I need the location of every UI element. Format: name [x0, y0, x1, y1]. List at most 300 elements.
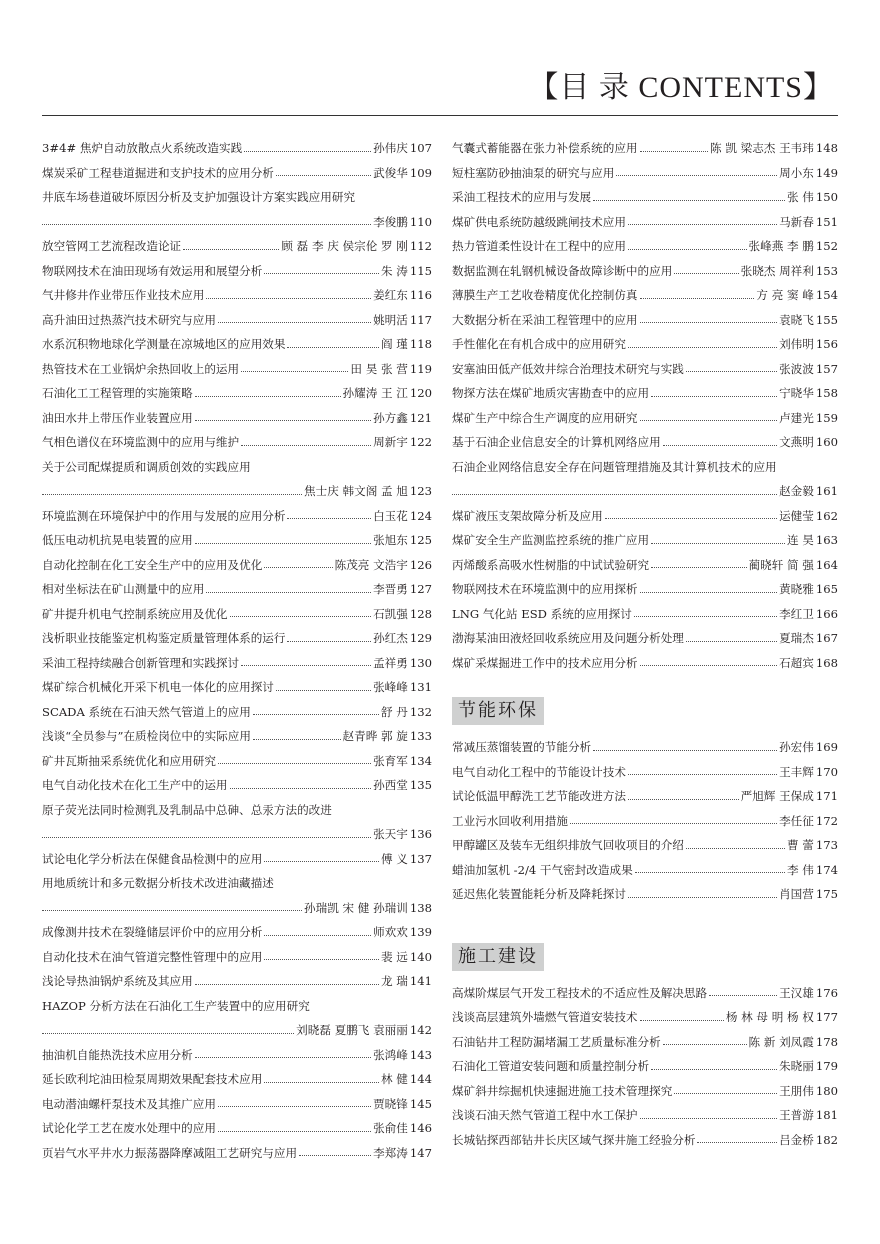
entry-page: 161	[815, 484, 838, 498]
entry-title: 电动潜油螺杆泵技术及其推广应用	[42, 1096, 216, 1111]
entry-title: 煤矿采煤掘进工作中的技术应用分析	[452, 655, 638, 670]
entry-author: 周小东	[779, 165, 814, 180]
entry-title: SCADA 系统在石油天然气管道上的应用	[42, 704, 251, 719]
toc-entry[interactable]	[42, 920, 432, 945]
entry-page: 167	[815, 631, 838, 645]
entry-author: 王普游	[779, 1108, 814, 1122]
entry-title: 煤矿斜井综掘机快速掘进施工技术管理探究	[452, 1083, 673, 1098]
toc-entry[interactable]	[452, 1005, 838, 1030]
entry-title: 成像测井技术在裂缝储层评价中的应用分析	[42, 925, 263, 939]
toc-entry[interactable]	[452, 858, 838, 883]
dot-leader	[635, 872, 785, 873]
toc-entry[interactable]	[452, 504, 838, 529]
toc-entry[interactable]	[42, 945, 432, 970]
entry-title: 低压电动机抗晃电装置的应用	[42, 533, 193, 547]
entry-title: 气囊式蓄能器在张力补偿系统的应用	[452, 141, 638, 155]
entry-author: 李郑涛	[373, 1145, 408, 1160]
dot-leader	[628, 774, 777, 775]
toc-entry[interactable]	[452, 577, 838, 602]
entry-author: 武俊华	[373, 165, 408, 180]
entry-title: 渤海某油田液烃回收系统应用及问题分析处理	[452, 631, 684, 645]
toc-entry[interactable]	[42, 1116, 432, 1141]
dot-leader	[709, 995, 777, 996]
dot-leader	[276, 175, 371, 176]
toc-energy-list	[452, 735, 838, 907]
section-heading-energy: 节能环保	[452, 697, 544, 725]
toc-entry[interactable]	[42, 161, 432, 186]
entry-author: 贾晓锋	[373, 1096, 408, 1111]
toc-entry[interactable]	[42, 406, 432, 431]
toc-entry[interactable]	[42, 1067, 432, 1092]
entry-page: 155	[815, 312, 838, 327]
entry-author: 裴 远	[380, 949, 408, 964]
dot-leader	[42, 224, 371, 225]
entry-title: 工业污水回收利用措施	[452, 813, 568, 828]
entry-page: 127	[409, 582, 432, 596]
toc-left-column	[42, 136, 432, 1165]
entry-author: 李俊鹏	[373, 214, 408, 229]
dot-leader	[42, 910, 302, 911]
entry-title: 数据监测在轧钢机械设备故障诊断中的应用	[452, 263, 673, 278]
toc-entry[interactable]	[42, 724, 432, 749]
dot-leader	[640, 151, 709, 152]
entry-page: 140	[409, 949, 432, 964]
toc-entry[interactable]	[42, 332, 432, 357]
dot-leader	[264, 1082, 379, 1083]
entry-title: 煤矿安全生产监测监控系统的推广应用	[452, 533, 650, 547]
toc-entry[interactable]	[42, 1092, 432, 1117]
entry-page: 120	[409, 386, 432, 400]
dot-leader	[628, 224, 777, 225]
toc-entry[interactable]	[452, 381, 838, 406]
toc-entry[interactable]	[452, 651, 838, 676]
toc-right-column	[452, 136, 838, 1152]
toc-entry[interactable]	[42, 675, 432, 700]
toc-entry[interactable]	[452, 332, 838, 357]
entry-title: 3#4# 焦炉自动放散点火系统改造实践	[42, 141, 243, 155]
entry-page: 124	[409, 508, 432, 523]
toc-entry[interactable]	[42, 847, 432, 872]
entry-title: 放空管网工艺流程改造论证	[42, 239, 182, 253]
toc-entry[interactable]	[42, 994, 432, 1043]
entry-author: 林 健	[380, 1072, 408, 1086]
toc-entry[interactable]	[42, 602, 432, 627]
toc-entry[interactable]	[452, 760, 838, 785]
dot-leader	[640, 1020, 724, 1021]
toc-entry[interactable]	[42, 136, 432, 161]
entry-author: 刘伟明	[779, 337, 814, 351]
entry-author: 杨 林 母 明 杨 权	[725, 1010, 814, 1024]
section-energy	[452, 683, 838, 907]
entry-title: 煤矿生产中综合生产调度的应用研究	[452, 410, 638, 425]
entry-author: 姜红东	[373, 288, 408, 302]
dot-leader	[593, 200, 785, 201]
toc-entry[interactable]	[452, 1103, 838, 1128]
entry-author: 孙宏伟	[779, 740, 814, 754]
dot-leader	[287, 641, 371, 642]
entry-title: 石油化工管道安装问题和质量控制分析	[452, 1059, 650, 1073]
dot-leader	[686, 848, 785, 849]
dot-leader	[640, 322, 778, 323]
entry-page: 138	[409, 900, 432, 915]
entry-author: 刘晓磊 夏鹏飞 袁丽丽	[296, 1023, 408, 1037]
entry-author: 孙瑞凯 宋 健 孙瑞训	[304, 900, 408, 915]
dot-leader	[264, 861, 379, 862]
entry-page: 129	[409, 631, 432, 645]
toc-entry[interactable]	[452, 809, 838, 834]
toc-entry[interactable]	[42, 773, 432, 798]
toc-entry[interactable]	[452, 553, 838, 578]
entry-title: 石油企业网络信息安全存在问题管理措施及其计算机技术的应用	[452, 459, 777, 474]
toc-entry[interactable]	[452, 528, 838, 553]
entry-page: 122	[409, 435, 432, 449]
toc-entry[interactable]	[452, 1054, 838, 1079]
entry-author: 张晓杰 周祥利	[740, 263, 814, 278]
dot-leader	[651, 567, 746, 568]
dot-leader	[651, 1069, 777, 1070]
entry-author: 陈茂亮 文浩宇	[334, 557, 408, 572]
entry-title: 气相色谱仪在环境监测中的应用与维护	[42, 435, 240, 449]
dot-leader	[628, 249, 747, 250]
entry-title: 关于公司配煤提质和调质创效的实践应用	[42, 459, 251, 474]
dot-leader	[640, 298, 755, 299]
toc-entry[interactable]	[452, 308, 838, 333]
dot-leader	[628, 347, 777, 348]
toc-entry[interactable]	[42, 283, 432, 308]
entry-author: 师欢欢	[373, 925, 408, 939]
entry-author: 袁晓飞	[779, 312, 814, 327]
toc-entry[interactable]	[42, 234, 432, 259]
entry-author: 赵金毅	[779, 484, 814, 498]
entry-page: 152	[815, 239, 838, 253]
entry-author: 马新春	[779, 214, 814, 229]
dot-leader	[264, 567, 332, 568]
entry-title: 采油工程持续融合创新管理和实践探讨	[42, 655, 240, 670]
entry-title: 热力管道柔性设计在工程中的应用	[452, 239, 626, 253]
entry-title: 长城钻探西部钻井长庆区域气探井施工经验分析	[452, 1132, 696, 1147]
entry-page: 176	[815, 985, 838, 1000]
entry-title: 薄膜生产工艺收卷精度优化控制仿真	[452, 288, 638, 302]
toc-entry[interactable]	[42, 308, 432, 333]
entry-page: 179	[815, 1059, 838, 1073]
dot-leader	[640, 1118, 778, 1119]
entry-title: 物探方法在煤矿地质灾害勘查中的应用	[452, 386, 650, 400]
toc-entry[interactable]	[452, 185, 838, 210]
entry-title: 用地质统计和多元数据分析技术改进油藏描述	[42, 876, 274, 890]
toc-entry[interactable]	[42, 798, 432, 847]
entry-author: 王朋伟	[779, 1083, 814, 1098]
entry-title: 煤炭采矿工程巷道掘进和支护技术的应用分析	[42, 165, 274, 180]
entry-page: 146	[409, 1121, 432, 1135]
toc-entry[interactable]	[42, 504, 432, 529]
dot-leader	[634, 616, 777, 617]
toc-entry[interactable]	[452, 833, 838, 858]
toc-entry[interactable]	[452, 161, 838, 186]
entry-title: 手性催化在有机合成中的应用研究	[452, 337, 626, 351]
entry-page: 123	[409, 484, 432, 498]
entry-title: 基于石油企业信息安全的计算机网络应用	[452, 435, 661, 449]
entry-author: 白玉花	[373, 508, 408, 523]
entry-title: 试论化学工艺在废水处理中的应用	[42, 1121, 216, 1135]
entry-page: 162	[815, 508, 838, 523]
section-construction	[452, 929, 838, 1153]
entry-author: 孙伟庆	[373, 141, 408, 155]
toc-entry[interactable]	[452, 735, 838, 760]
entry-author: 张波波	[779, 361, 814, 376]
entry-author: 阎 瑾	[380, 337, 408, 351]
dot-leader	[42, 494, 302, 495]
dot-leader	[244, 151, 371, 152]
entry-page: 119	[409, 361, 432, 376]
entry-title: 热管技术在工业锅炉余热回收上的运用	[42, 361, 240, 376]
entry-page: 177	[815, 1010, 838, 1024]
dot-leader	[42, 1033, 294, 1034]
entry-author: 蔺晓轩 简 强	[748, 557, 814, 572]
entry-author: 陈 凯 梁志杰 王韦玮	[710, 141, 814, 155]
dot-leader	[640, 592, 778, 593]
entry-page: 153	[815, 263, 838, 278]
dot-leader	[218, 322, 371, 323]
entry-author: 朱 涛	[380, 263, 408, 278]
entry-page: 126	[409, 557, 432, 572]
entry-title: 自动化技术在油气管道完整性管理中的应用	[42, 949, 263, 964]
entry-title: 矿井瓦斯抽采系统优化和应用研究	[42, 753, 216, 768]
entry-page: 112	[409, 239, 432, 253]
toc-right-list	[452, 136, 838, 675]
entry-title: 丙烯酸系高吸水性树脂的中试试验研究	[452, 557, 650, 572]
entry-title: 浅谈高层建筑外墙燃气管道安装技术	[452, 1010, 638, 1024]
dot-leader	[663, 1044, 747, 1045]
entry-author: 吕金桥	[779, 1132, 814, 1147]
entry-page: 165	[815, 582, 838, 596]
dot-leader	[195, 984, 379, 985]
dot-leader	[651, 396, 777, 397]
toc-entry[interactable]	[452, 784, 838, 809]
dot-leader	[452, 494, 777, 495]
entry-page: 151	[815, 214, 838, 229]
dot-leader	[218, 1106, 371, 1107]
entry-title: 浅析职业技能鉴定机构鉴定质量管理体系的运行	[42, 631, 286, 645]
dot-leader	[253, 739, 341, 740]
entry-author: 黄晓雅	[779, 582, 814, 596]
entry-page: 148	[815, 141, 838, 155]
entry-page: 150	[815, 190, 838, 204]
header-divider	[42, 115, 838, 116]
toc-entry[interactable]	[452, 210, 838, 235]
entry-page: 116	[409, 288, 432, 302]
entry-author: 孙西堂	[373, 778, 408, 792]
entry-page: 172	[815, 813, 838, 828]
entry-page: 157	[815, 361, 838, 376]
dot-leader	[206, 298, 371, 299]
entry-title: HAZOP 分析方法在石油化工生产装置中的应用研究	[42, 998, 310, 1013]
entry-author: 孙耀涛 王 江	[342, 386, 408, 400]
entry-page: 175	[815, 887, 838, 901]
entry-author: 张旭东	[373, 533, 408, 547]
dot-leader	[195, 1057, 371, 1058]
toc-entry[interactable]	[42, 553, 432, 578]
dot-leader	[686, 641, 777, 642]
toc-entry[interactable]	[42, 700, 432, 725]
toc-entry[interactable]	[42, 1141, 432, 1166]
toc-entry[interactable]	[452, 430, 838, 455]
dot-leader	[276, 690, 371, 691]
entry-page: 170	[815, 764, 838, 779]
entry-title: LNG 气化站 ESD 系统的应用探讨	[452, 606, 632, 621]
dot-leader	[287, 518, 371, 519]
entry-page: 136	[409, 827, 432, 841]
entry-page: 145	[409, 1096, 432, 1111]
toc-entry[interactable]	[452, 136, 838, 161]
dot-leader	[264, 273, 379, 274]
entry-page: 115	[409, 263, 432, 278]
dot-leader	[241, 445, 371, 446]
entry-author: 李 伟	[786, 862, 814, 877]
dot-leader	[640, 665, 778, 666]
entry-title: 安塞油田低产低效井综合治理技术研究与实践	[452, 361, 684, 376]
entry-page: 168	[815, 655, 838, 670]
toc-entry[interactable]	[452, 455, 838, 504]
entry-author: 肖国营	[779, 887, 814, 901]
entry-title: 石油化工工程管理的实施策略	[42, 386, 193, 400]
dot-leader	[195, 420, 371, 421]
dot-leader	[183, 249, 279, 250]
entry-title: 延长欧利坨油田检泵周期效果配套技术应用	[42, 1072, 263, 1086]
toc-entry[interactable]	[452, 234, 838, 259]
dot-leader	[628, 897, 777, 898]
dot-leader	[697, 1142, 777, 1143]
dot-leader	[299, 1155, 371, 1156]
entry-title: 相对坐标法在矿山测量中的应用	[42, 582, 205, 596]
entry-author: 运健莹	[779, 508, 814, 523]
toc-entry[interactable]	[42, 871, 432, 920]
entry-page: 159	[815, 410, 838, 425]
entry-title: 气井修井作业带压作业技术应用	[42, 288, 205, 302]
entry-title: 大数据分析在采油工程管理中的应用	[452, 312, 638, 327]
entry-page: 169	[815, 740, 838, 754]
toc-entry[interactable]	[42, 259, 432, 284]
entry-page: 137	[409, 851, 432, 866]
dot-leader	[570, 823, 777, 824]
toc-entry[interactable]	[452, 1030, 838, 1055]
dot-leader	[686, 371, 777, 372]
entry-page: 143	[409, 1047, 432, 1062]
entry-title: 物联网技术在环境监测中的应用探析	[452, 582, 638, 596]
toc-entry[interactable]	[452, 357, 838, 382]
entry-page: 110	[409, 214, 432, 229]
dot-leader	[651, 543, 785, 544]
entry-page: 134	[409, 753, 432, 768]
toc-entry[interactable]	[42, 969, 432, 994]
entry-author: 连 昊	[786, 533, 814, 547]
toc-entry[interactable]	[42, 749, 432, 774]
dot-leader	[264, 935, 371, 936]
dot-leader	[230, 788, 372, 789]
dot-leader	[593, 750, 777, 751]
entry-title: 常减压蒸馏装置的节能分析	[452, 740, 592, 754]
entry-title: 浅论导热油锅炉系统及其应用	[42, 974, 193, 988]
dot-leader	[241, 665, 371, 666]
toc-entry[interactable]	[452, 283, 838, 308]
entry-page: 149	[815, 165, 838, 180]
entry-author: 傅 义	[380, 851, 408, 866]
entry-page: 173	[815, 838, 838, 852]
toc-entry[interactable]	[42, 626, 432, 651]
entry-author: 张 伟	[786, 190, 814, 204]
toc-entry[interactable]	[42, 357, 432, 382]
entry-page: 139	[409, 925, 432, 939]
entry-author: 石超宾	[779, 655, 814, 670]
toc-entry[interactable]	[452, 882, 838, 907]
entry-page: 118	[409, 337, 432, 351]
dot-leader	[640, 420, 778, 421]
toc-entry[interactable]	[452, 1079, 838, 1104]
entry-author: 顾 磊 李 庆 侯宗伦 罗 刚	[281, 239, 408, 253]
entry-title: 短柱塞防砂抽油泵的研究与应用	[452, 165, 615, 180]
dot-leader	[230, 616, 372, 617]
entry-page: 125	[409, 533, 432, 547]
entry-author: 方 亮 窦 峰	[756, 288, 814, 302]
toc-entry[interactable]	[42, 381, 432, 406]
entry-page: 160	[815, 435, 838, 449]
entry-page: 117	[409, 312, 432, 327]
toc-entry[interactable]	[42, 528, 432, 553]
entry-title: 井底车场巷道破坏原因分析及支护加强设计方案实践应用研究	[42, 190, 356, 204]
toc-entry[interactable]	[42, 1043, 432, 1068]
entry-author: 文燕明	[779, 435, 814, 449]
entry-page: 164	[815, 557, 838, 572]
dot-leader	[674, 1093, 777, 1094]
entry-title: 浅谈石油天然气管道工程中水工保护	[452, 1108, 638, 1122]
entry-title: 水系沉积物地球化学测量在凉城地区的应用效果	[42, 337, 286, 351]
toc-entry[interactable]	[452, 602, 838, 627]
entry-author: 舒 丹	[380, 704, 408, 719]
toc-entry[interactable]	[42, 651, 432, 676]
dot-leader	[241, 371, 348, 372]
entry-title: 电气自动化技术在化工生产中的运用	[42, 778, 228, 792]
entry-author: 夏瑞杰	[779, 631, 814, 645]
entry-page: 133	[409, 729, 432, 743]
entry-author: 朱晓丽	[779, 1059, 814, 1073]
dot-leader	[605, 518, 777, 519]
entry-title: 试论电化学分析法在保健食品检测中的应用	[42, 851, 263, 866]
entry-author: 张峰燕 李 鹏	[748, 239, 814, 253]
entry-author: 曹 蕾	[786, 838, 814, 852]
toc-entry[interactable]	[42, 455, 432, 504]
toc-entry[interactable]	[452, 406, 838, 431]
entry-title: 自动化控制在化工安全生产中的应用及优化	[42, 557, 263, 572]
entry-page: 182	[815, 1132, 838, 1147]
toc-entry[interactable]	[42, 430, 432, 455]
entry-page: 109	[409, 165, 432, 180]
toc-entry[interactable]	[42, 577, 432, 602]
toc-entry[interactable]	[452, 1128, 838, 1153]
entry-page: 142	[409, 1023, 432, 1037]
toc-entry[interactable]	[42, 185, 432, 234]
entry-author: 张峰峰	[373, 680, 408, 694]
entry-title: 页岩气水平井水力振荡器降摩减阻工艺研究与应用	[42, 1145, 298, 1160]
entry-title: 高升油田过热蒸汽技术研究与应用	[42, 312, 216, 327]
entry-title: 高煤阶煤层气开发工程技术的不适应性及解决思路	[452, 985, 708, 1000]
toc-entry[interactable]	[452, 626, 838, 651]
toc-entry[interactable]	[452, 981, 838, 1006]
entry-title: 蜡油加氢机 -2/4 干气密封改造成果	[452, 862, 633, 877]
entry-author: 张天宇	[373, 827, 408, 841]
toc-entry[interactable]	[452, 259, 838, 284]
entry-title: 电气自动化工程中的节能设计技术	[452, 764, 626, 779]
entry-page: 132	[409, 704, 432, 719]
entry-page: 154	[815, 288, 838, 302]
